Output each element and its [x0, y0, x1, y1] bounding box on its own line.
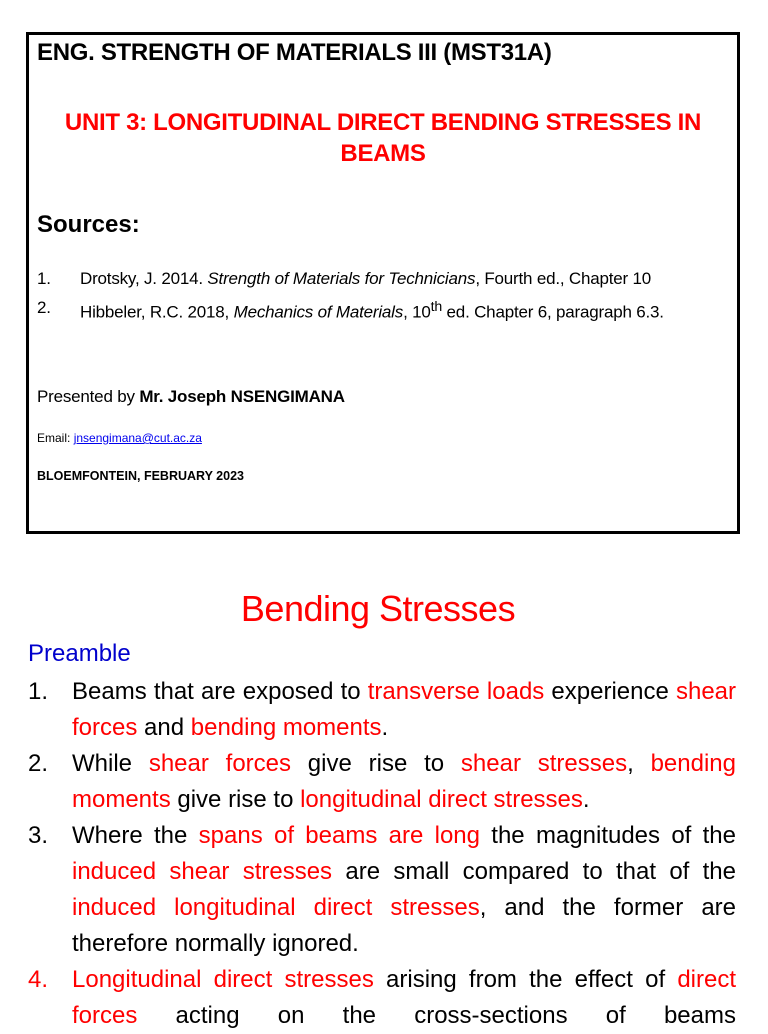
list-item: [28, 674, 736, 746]
preamble-list: [28, 674, 736, 1034]
presenter-name: Mr. Joseph NSENGIMANA: [139, 387, 345, 406]
item-highlight: shear forces: [72, 678, 737, 741]
item-highlight: induced longitudinal direct stresses: [72, 894, 480, 921]
email-line: [37, 431, 202, 445]
item-number: 4.: [28, 966, 49, 993]
source-text: Drotsky, J. 2014.: [80, 269, 208, 288]
source-item: [37, 298, 727, 322]
list-item: [28, 818, 736, 962]
source-item: [37, 269, 727, 288]
item-highlight: longitudinal direct stresses: [300, 786, 583, 813]
item-text: experience: [544, 678, 676, 705]
title-slide: [26, 32, 740, 534]
source-number: 1.: [37, 269, 51, 288]
item-text: .: [582, 786, 590, 813]
list-item: [28, 746, 736, 818]
unit-title: UNIT 3: LONGITUDINAL DIRECT BENDING STRESSES IN BEAMS: [64, 109, 702, 167]
source-number: 2.: [37, 298, 51, 317]
item-text: ,: [627, 750, 651, 777]
source-superscript: th: [430, 299, 443, 315]
item-text: and: [137, 714, 191, 741]
item-highlight: bending moments: [72, 750, 736, 813]
item-number: 2.: [28, 750, 49, 777]
list-item: [28, 962, 736, 1034]
slide-title: Bending Stresses: [240, 588, 516, 629]
course-title: ENG. STRENGTH OF MATERIALS III (MST31A): [37, 39, 552, 66]
presenter-prefix: Presented by: [37, 387, 140, 406]
item-text: , and the former are therefore normally ignored.: [72, 894, 737, 957]
item-highlight: bending moments: [190, 714, 382, 741]
item-highlight: direct forces: [72, 966, 736, 1029]
sources-heading: Sources:: [37, 211, 140, 238]
place-date: BLOEMFONTEIN, FEBRUARY 2023: [37, 469, 244, 483]
item-text: While: [72, 750, 149, 777]
item-text: .: [381, 714, 389, 741]
item-highlight: spans of beams are long: [198, 822, 480, 849]
item-text: give rise to: [291, 750, 461, 777]
item-text: give rise to: [170, 786, 301, 813]
source-text: ed. Chapter 6, paragraph 6.3.: [442, 302, 664, 322]
sources-list: [37, 269, 727, 332]
item-highlight: Longitudinal direct stresses: [72, 966, 374, 993]
item-text: are small compared to that of the: [332, 858, 737, 885]
presenter-line: [37, 387, 345, 407]
item-text: acting on the cross-sections of beams: [137, 1002, 736, 1029]
item-number: 1.: [28, 678, 49, 705]
source-text: , 10: [403, 302, 431, 322]
item-text: arising from the effect of: [373, 966, 678, 993]
source-text: Hibbeler, R.C. 2018,: [80, 302, 234, 322]
item-text: the magnitudes of the: [480, 822, 737, 849]
item-text: Where the: [72, 822, 199, 849]
item-highlight: shear stresses: [460, 750, 628, 777]
source-book-title: Mechanics of Materials: [233, 302, 404, 322]
preamble-heading: Preamble: [28, 640, 131, 667]
source-text: , Fourth ed., Chapter 10: [475, 269, 652, 288]
item-number: 3.: [28, 822, 49, 849]
source-book-title: Strength of Materials for Technicians: [207, 269, 476, 288]
email-label: Email:: [37, 431, 74, 445]
email-link[interactable]: jnsengimana@cut.ac.za: [73, 431, 202, 445]
item-text: Beams that are exposed to: [72, 678, 368, 705]
item-highlight: induced shear stresses: [72, 858, 333, 885]
item-highlight: shear forces: [148, 750, 291, 777]
item-highlight: transverse loads: [367, 678, 545, 705]
